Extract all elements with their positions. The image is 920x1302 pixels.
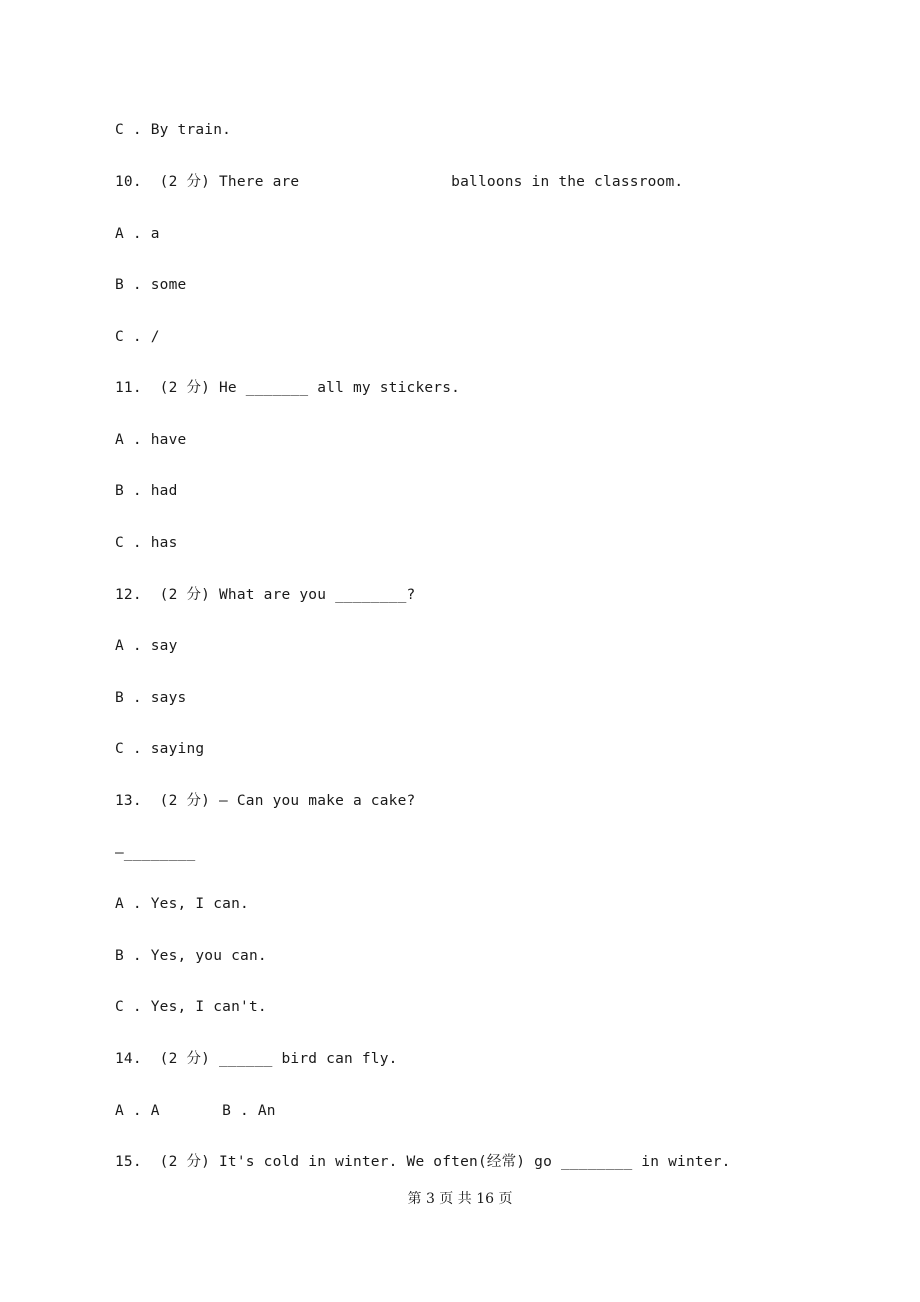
q10-option-b: B . some [115,277,187,293]
q13-option-c: C . Yes, I can't. [115,999,267,1015]
q12-option-c: C . saying [115,741,205,757]
q13-option-a: A . Yes, I can. [115,896,249,912]
q14-options: A . A B . An [115,1103,276,1119]
page-footer: 第 3 页 共 16 页 [407,1191,513,1207]
q12-option-a: A . say [115,638,178,654]
q10-option-a: A . a [115,226,160,242]
q15-question: 15. (2 分) It's cold in winter. We often(经常) go ________ in winter. [115,1154,731,1170]
q11-question: 11. (2 分) He _______ all my stickers. [115,380,461,396]
q10-question: 10. (2 分) There are balloons in the classroom. [115,174,684,190]
q11-option-a: A . have [115,432,187,448]
q13-option-b: B . Yes, you can. [115,948,267,964]
q12-option-b: B . says [115,690,187,706]
q9-option-c: C . By train. [115,122,232,138]
q10-option-c: C . / [115,329,160,345]
q11-option-b: B . had [115,483,178,499]
q14-question: 14. (2 分) ______ bird can fly. [115,1051,398,1067]
q12-question: 12. (2 分) What are you ________? [115,587,416,603]
q11-option-c: C . has [115,535,178,551]
q13-question: 13. (2 分) — Can you make a cake? [115,793,416,809]
q13-answer-blank: —________ [115,845,196,861]
